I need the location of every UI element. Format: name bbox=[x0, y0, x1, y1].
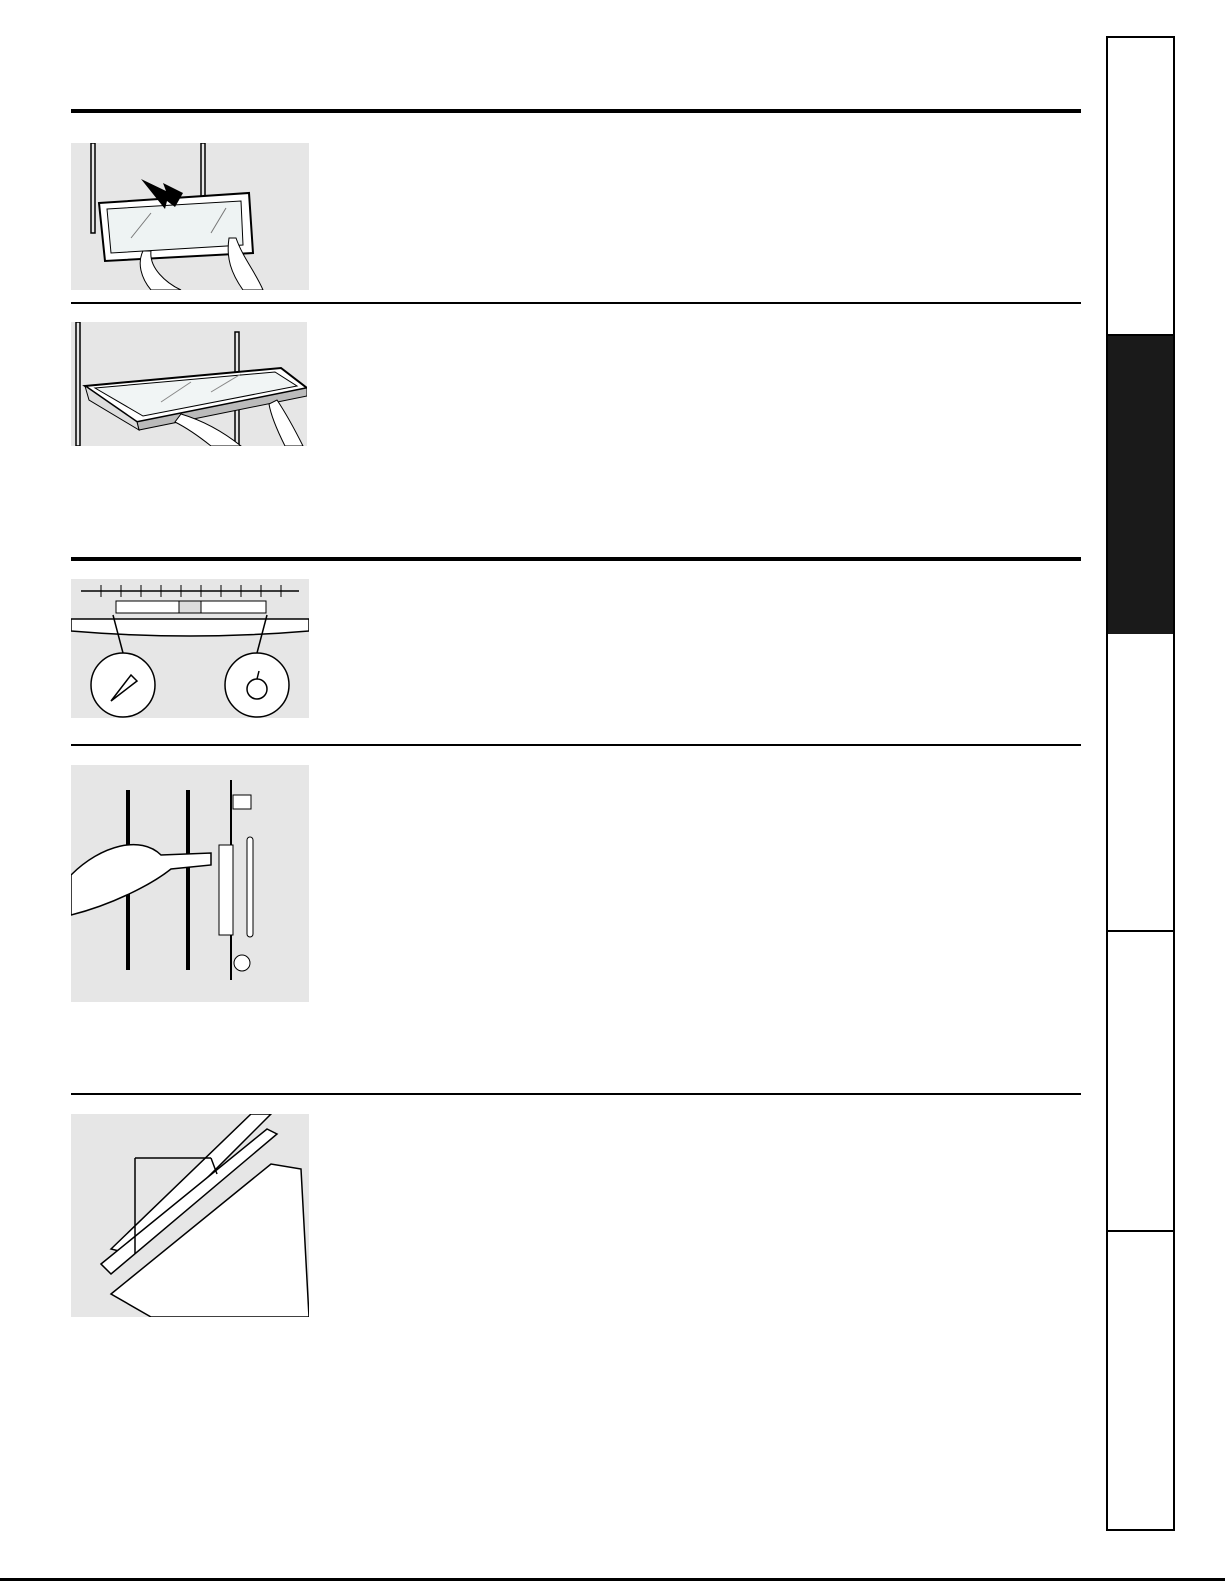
section-tab-strip bbox=[1106, 36, 1175, 1531]
meat-pan-temperature-control-illustration bbox=[71, 765, 309, 1002]
crisper-humidity-control-illustration bbox=[71, 579, 309, 718]
section-tab[interactable] bbox=[1108, 634, 1173, 932]
page-bottom-rule bbox=[0, 1578, 1225, 1581]
section-tab[interactable] bbox=[1108, 1232, 1173, 1529]
section-tab-active[interactable] bbox=[1108, 336, 1173, 634]
section-tab[interactable] bbox=[1108, 932, 1173, 1232]
section-divider-bottom bbox=[71, 1093, 1081, 1095]
door-bin-track-illustration bbox=[71, 1114, 309, 1317]
item-divider bbox=[71, 302, 1081, 304]
item-divider bbox=[71, 744, 1081, 746]
section-divider-middle bbox=[71, 557, 1081, 561]
section-divider-top bbox=[71, 109, 1081, 113]
section-tab[interactable] bbox=[1108, 38, 1173, 336]
shelf-removal-illustration bbox=[71, 143, 309, 290]
slide-out-shelf-illustration bbox=[71, 322, 307, 446]
